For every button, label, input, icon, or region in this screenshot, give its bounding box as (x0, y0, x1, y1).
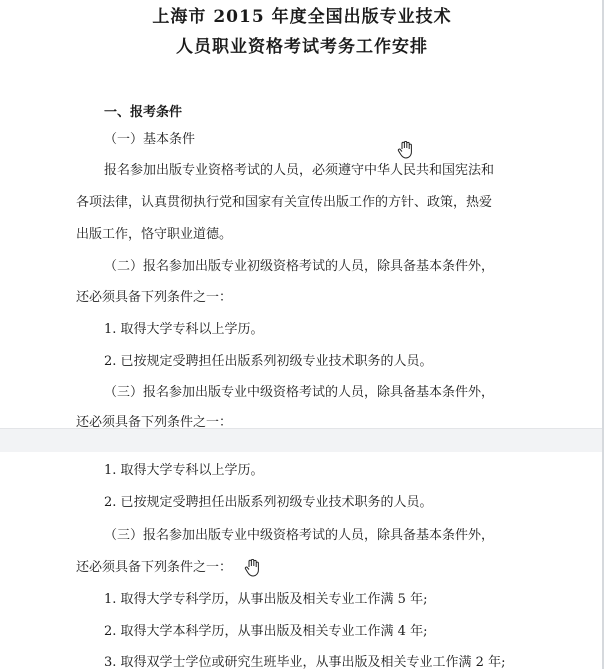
list-item: 2. 取得大学本科学历，从事出版及相关专业工作满 4 年; (104, 624, 428, 639)
hand-cursor-icon (397, 141, 413, 159)
paragraph-line: 还必须具备下列条件之一： (76, 290, 233, 305)
hand-cursor-icon (244, 559, 260, 577)
section-heading: 一、报考条件 (104, 105, 183, 120)
subsection-heading: （一）基本条件 (104, 132, 196, 147)
paragraph-line: （三）报名参加出版专业中级资格考试的人员，除具备基本条件外， (104, 385, 495, 400)
paragraph-line: （三）报名参加出版专业中级资格考试的人员，除具备基本条件外， (104, 528, 495, 543)
document-title-line1: 上海市 2015 年度全国出版专业技术 (152, 7, 452, 27)
page-separator (0, 428, 604, 454)
paragraph-line: 报名参加出版专业资格考试的人员，必须遵守中华人民共和国宪法和 (104, 163, 495, 178)
document-page-bottom (0, 452, 604, 669)
list-item: 1. 取得大学专科以上学历。 (104, 463, 264, 478)
paragraph-line: 还必须具备下列条件之一： (76, 560, 233, 575)
paragraph-line: （二）报名参加出版专业初级资格考试的人员，除具备基本条件外， (104, 259, 495, 274)
document-title-line2: 人员职业资格考试考务工作安排 (176, 37, 428, 57)
list-item: 3. 取得双学士学位或研究生班毕业，从事出版及相关专业工作满 2 年; (104, 655, 506, 669)
paragraph-line-cut: 还必须具备下列条件之一： (76, 415, 233, 428)
paragraph-line: 各项法律，认真贯彻执行党和国家有关宣传出版工作的方针、政策，热爱 (76, 195, 493, 210)
list-item: 1. 取得大学专科以上学历。 (104, 322, 264, 337)
list-item: 2. 已按规定受聘担任出版系列初级专业技术职务的人员。 (104, 354, 433, 369)
list-item: 2. 已按规定受聘担任出版系列初级专业技术职务的人员。 (104, 495, 433, 510)
list-item: 1. 取得大学专科学历，从事出版及相关专业工作满 5 年; (104, 592, 428, 607)
paragraph-line: 出版工作，恪守职业道德。 (76, 227, 233, 242)
